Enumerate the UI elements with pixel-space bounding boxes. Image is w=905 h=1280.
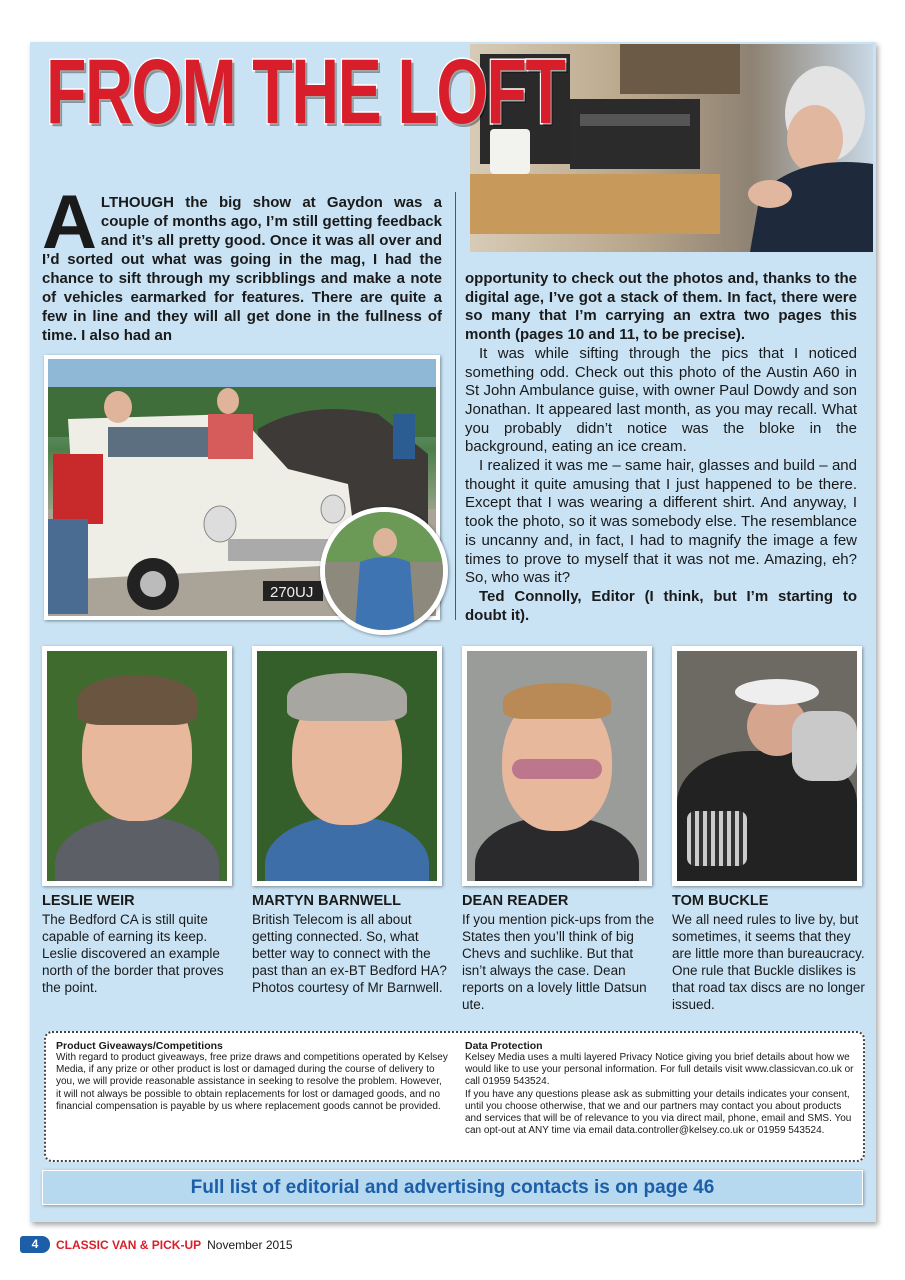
page-footer (20, 1236, 293, 1253)
portrait-dean-reader (462, 646, 652, 886)
drop-cap: A (42, 180, 97, 265)
intro-paragraph (42, 180, 442, 345)
editorial-paragraph-2: I realized it was me – same hair, glasses and build – and thought it quite amusing that I just happened to be there. Except that I was wearing a different shirt. And anyway, I took the photo, so it was somebody else. The resemblance is uncanny and, in fact, I had to magnify the image a few times to prove to myself that it was not me. Amazing, eh? So, who was it? (465, 457, 857, 587)
bio-text: British Telecom is all about getting connected. So, what better way to connect with the past than an ex-BT Bedford HA? Photos courtesy of Mr Barnwell. (252, 912, 447, 995)
bio-text: The Bedford CA is still quite capable of earning its keep. Leslie discovered an example north of the border that proves the point. (42, 912, 224, 995)
data-protection-notice (465, 1040, 859, 1137)
giveaways-notice (56, 1040, 448, 1113)
data-protection-text-2: If you have any questions please ask as submitting your details indicates your consent, until you choose otherwise, that we and our partners may contact you about products and services that will be of relevance to you via direct mail, phone, email and SMS. You can opt-out at ANY time via email data.controller@kelsey.co.uk or 01959 543524. (465, 1088, 852, 1137)
portrait-hair (503, 683, 611, 719)
data-protection-text-1: Kelsey Media uses a multi layered Privacy Notice giving you brief details about how we would like to use your personal information. For full details visit www.classicvan.co.uk or call 01959 543524. (465, 1052, 854, 1088)
portrait-car-grille (687, 811, 747, 866)
magazine-name: CLASSIC VAN & PICK-UP (56, 1237, 202, 1252)
contacts-banner: Full list of editorial and advertising contacts is on page 46 (42, 1170, 863, 1205)
bio-tom-buckle (672, 893, 867, 1013)
legal-notices-box (44, 1031, 865, 1162)
portrait-hat (735, 679, 819, 705)
bio-text: We all need rules to live by, but sometimes, it seems that they are little more than bureaucracy. One rule that Buckle dislikes is that road tax discs are no longer issued. (672, 912, 865, 1012)
intro-text: LTHOUGH the big show at Gaydon was a couple of months ago, I’m still getting feedback and it’s all pretty good. Once it was all over and I’d sorted out what was going in the mag, I had the chance to sift through my scribblings and make a note of vehicles earmarked for features. There are quite a few in line and they will all get done in the fullness of time. I also had an (42, 194, 442, 344)
editorial-paragraph-1: It was while sifting through the pics that I noticed something odd. Check out this photo of the Austin A60 in St John Ambulance guise, with owner Paul Dowdy and son Jonathan. It appeared last month, as you may recall. What you probably didn’t notice was the bloke in the background, eating an ice cream. (465, 344, 857, 456)
portrait-shoulders (55, 816, 219, 886)
bio-name: MARTYN BARNWELL (252, 893, 402, 909)
column-divider (455, 192, 456, 620)
ice-cream-man-inset-photo (320, 507, 448, 635)
ice-cream-man-illustration (325, 512, 443, 630)
bio-dean-reader (462, 893, 657, 1013)
number-plate: 270UJ (270, 584, 314, 601)
bio-leslie-weir (42, 893, 237, 996)
giveaways-title: Product Giveaways/Competitions (56, 1040, 223, 1052)
page-number: 4 (20, 1236, 50, 1253)
issue-date: November 2015 (207, 1237, 293, 1252)
giveaways-text: With regard to product giveaways, free prize draws and competitions operated by Kelsey Media, if any prize or other product is lost or damaged during the course of delivery to you, we will provide reasonable assistance in seeking to resolve the problem. However, it will not always be possible to obtain replacements for lost or damaged goods, and no financial compensation is payable by us where replacement goods cannot be provided. (56, 1052, 448, 1112)
bio-name: TOM BUCKLE (672, 893, 769, 909)
portrait-leslie-weir (42, 646, 232, 886)
data-protection-title: Data Protection (465, 1040, 543, 1052)
editor-signoff: Ted Connolly, Editor (I think, but I’m starting to doubt it). (465, 587, 857, 624)
portrait-martyn-barnwell (252, 646, 442, 886)
bio-name: LESLIE WEIR (42, 893, 135, 909)
page-title: FROM THE LOFT (46, 41, 565, 143)
bio-martyn-barnwell (252, 893, 447, 996)
portrait-tom-buckle (672, 646, 862, 886)
editorial-lead: opportunity to check out the photos and, thanks to the digital age, I’ve got a stack of them. In fact, there were so many that I’m carrying an extra two pages this month (pages 10 and 11, to be precise). (465, 270, 857, 344)
portrait-shoulders (265, 816, 429, 886)
portrait-shirt (792, 711, 857, 781)
bio-text: If you mention pick-ups from the States then you’ll think of big Chevs and suchlike. But that isn’t always the case. Dean reports on a lovely little Datsun ute. (462, 912, 655, 1012)
bio-name: DEAN READER (462, 893, 569, 909)
portrait-hair (287, 673, 407, 721)
portrait-hair (77, 675, 197, 725)
editorial-column (465, 270, 857, 625)
sunglasses-icon (512, 759, 602, 779)
